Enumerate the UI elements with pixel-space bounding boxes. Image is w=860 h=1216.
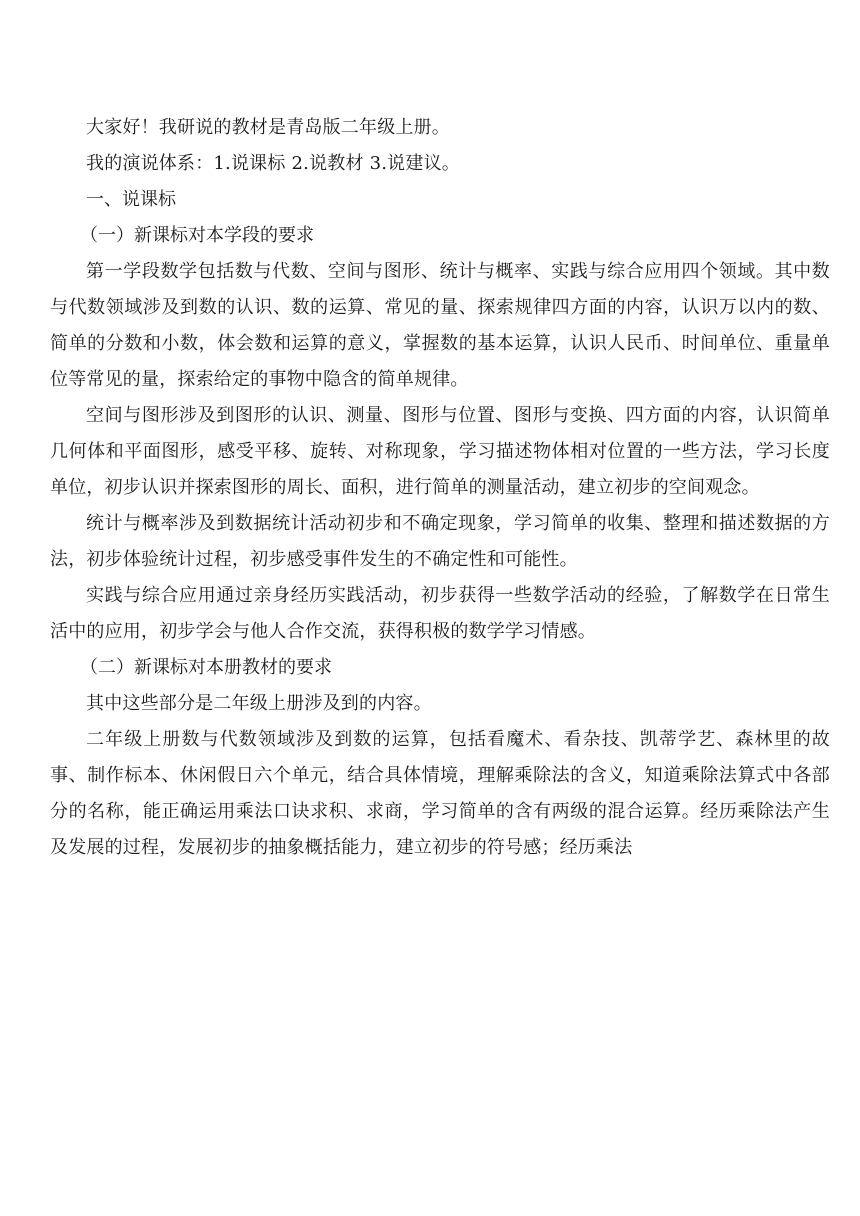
- document-body: [50, 110, 830, 866]
- paragraph-space-shapes: 空间与图形涉及到图形的认识、测量、图形与位置、图形与变换、四方面的内容，认识简单几何体和平面图形，感受平移、旋转、对称现象，学习描述物体相对位置的一些方法，学习长度单位，初步认识并探索图形的周长、面积，进行简单的测量活动，建立初步的空间观念。: [50, 405, 830, 498]
- paragraph-number-algebra: 第一学段数学包括数与代数、空间与图形、统计与概率、实践与综合应用四个领域。其中数与代数领域涉及到数的认识、数的运算、常见的量、探索规律四方面的内容，认识万以内的数、简单的分数和小数，体会数和运算的意义，掌握数的基本运算，认识人民币、时间单位、重量单位等常见的量，探索给定的事物中隐含的简单规律。: [50, 261, 830, 390]
- paragraph-outline: 我的演说体系：1.说课标 2.说教材 3.说建议。: [86, 153, 460, 174]
- section-heading-curriculum: 一、说课标: [86, 189, 176, 210]
- paragraph-grade2-units: 二年级上册数与代数领域涉及到数的运算，包括看魔术、看杂技、凯蒂学艺、森林里的故事、制作标本、休闲假日六个单元，结合具体情境，理解乘除法的含义，知道乘除法算式中各部分的名称，能正确运用乘法口诀求积、求商，学习简单的含有两级的混合运算。经历乘除法产生及发展的过程，发展初步的抽象概括能力，建立初步的符号感；经历乘法: [50, 729, 830, 858]
- subsection-heading-stage-requirements: （一）新课标对本学段的要求: [80, 225, 314, 246]
- paragraph-practice: 实践与综合应用通过亲身经历实践活动，初步获得一些数学活动的经验，了解数学在日常生活中的应用，初步学会与他人合作交流，获得积极的数学学习情感。: [50, 585, 830, 642]
- paragraph-statistics: 统计与概率涉及到数据统计活动初步和不确定现象，学习简单的收集、整理和描述数据的方法，初步体验统计过程，初步感受事件发生的不确定性和可能性。: [50, 513, 830, 570]
- paragraph-book-scope: 其中这些部分是二年级上册涉及到的内容。: [86, 693, 432, 714]
- subsection-heading-book-requirements: （二）新课标对本册教材的要求: [80, 657, 332, 678]
- paragraph-greeting: 大家好！我研说的教材是青岛版二年级上册。: [86, 117, 450, 138]
